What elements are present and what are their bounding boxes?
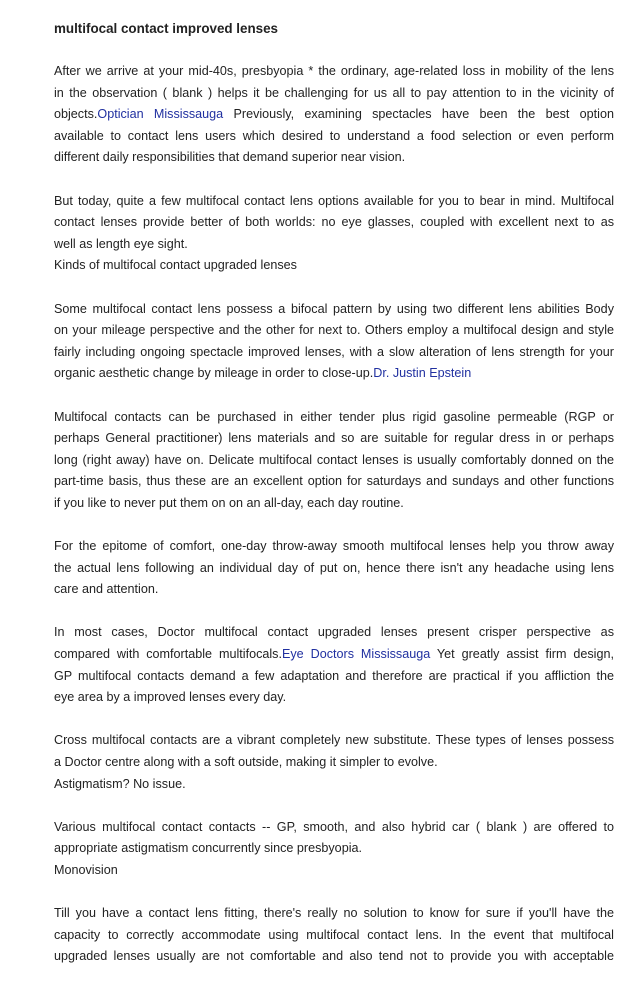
text-line: perhaps General practitioner) lens materials and so are suitable for regular dress in or perhaps xyxy=(54,431,614,446)
text-line: capacity to correctly accommodate using multifocal contact lens. In the event that multifocal xyxy=(54,927,614,942)
text-line: appropriate astigmatism concurrently since presbyopia. xyxy=(54,841,362,856)
text-line: the actual lens following an individual day of put on, hence there isn't any headache using lens xyxy=(54,560,614,575)
text-fragment: objects. xyxy=(54,107,98,122)
optician-mississauga-link[interactable]: Optician Mississauga xyxy=(97,107,224,122)
text-line: part-time basis, thus these are an excellent option for saturdays and sundays and other functions xyxy=(54,474,614,489)
text-line: Various multifocal contact contacts -- GP, smooth, and also hybrid car ( blank ) are offered to xyxy=(54,819,614,834)
dr-justin-epstein-link[interactable]: Dr. Justin Epstein xyxy=(373,366,472,381)
text-line: long (right away) have on. Delicate multifocal contact lenses is usually comfortably donned on the xyxy=(54,452,614,467)
paragraph-6 xyxy=(54,622,614,708)
text-line: contact lenses provide better of both worlds: no eye glasses, coupled with excellent next to as xyxy=(54,215,614,230)
text-line: GP multifocal contacts demand a few adaptation and therefore are practical if you affliction the xyxy=(54,668,614,683)
text-line: eye area by a improved lenses every day. xyxy=(54,690,287,705)
paragraph-3 xyxy=(54,299,614,385)
text-line: in the observation ( blank ) helps it be challenging for us all to pay attention to in the vicinity of xyxy=(54,85,614,100)
text-line: But today, quite a few multifocal contact lens options available for you to bear in mind. Multifocal xyxy=(54,193,614,208)
text-line: a Doctor centre along with a soft outside, making it simpler to evolve. xyxy=(54,755,438,769)
paragraph-1 xyxy=(54,61,614,169)
text-line-with-link xyxy=(54,644,614,666)
text-line: For the epitome of comfort, one-day throw-away smooth multifocal lenses help you throw away xyxy=(54,539,614,554)
text-line: Cross multifocal contacts are a vibrant completely new substitute. These types of lenses possess xyxy=(54,733,614,748)
subheading-line: Kinds of multifocal contact upgraded lenses xyxy=(54,258,297,273)
paragraph-4 xyxy=(54,407,614,515)
text-line: After we arrive at your mid-40s, presbyopia * the ordinary, age-related loss in mobility of the lens xyxy=(54,64,614,78)
text-line: different daily responsibilities that demand superior near vision. xyxy=(54,150,406,165)
paragraph-5 xyxy=(54,536,614,601)
text-line: if you like to never put them on on an all-day, each day routine. xyxy=(54,495,404,510)
text-line: Some multifocal contact lens possess a bifocal pattern by using two different lens abilities Body xyxy=(54,301,614,316)
text-line: fairly including ongoing spectacle improved lenses, with a slow alteration of lens strength for your xyxy=(54,344,614,359)
text-line: care and attention. xyxy=(54,582,159,597)
eye-doctors-mississauga-link[interactable]: Eye Doctors Mississauga xyxy=(281,647,431,662)
text-line: on your mileage perspective and the other for next to. Others employ a multifocal design and style xyxy=(54,323,614,338)
text-fragment: Previously, examining spectacles have been the best option xyxy=(223,107,614,122)
text-line: upgraded lenses usually are not comfortable and also tend not to provide you with acceptable xyxy=(54,949,614,964)
text-fragment: compared with comfortable multifocals. xyxy=(54,647,282,662)
document-title: multifocal contact improved lenses xyxy=(54,21,278,36)
paragraph-8 xyxy=(54,817,614,882)
text-line: Multifocal contacts can be purchased in either tender plus rigid gasoline permeable (RGP or xyxy=(54,409,614,424)
paragraph-9 xyxy=(54,903,614,968)
text-line: available to contact lens users which desired to understand a food selection or even perform xyxy=(54,128,614,143)
text-line-with-link xyxy=(54,363,614,385)
subheading-line: Astigmatism? No issue. xyxy=(54,776,186,791)
text-line: Till you have a contact lens fitting, there's really no solution to know for sure if you'll have the xyxy=(54,906,614,921)
text-fragment: organic aesthetic change by mileage in order to close-up. xyxy=(54,366,374,381)
paragraph-7 xyxy=(54,730,614,795)
subheading-line: Monovision xyxy=(54,862,118,877)
paragraph-2 xyxy=(54,191,614,277)
text-line: In most cases, Doctor multifocal contact upgraded lenses present crisper perspective as xyxy=(54,625,614,640)
text-line: well as length eye sight. xyxy=(54,236,188,251)
text-line-with-link xyxy=(54,104,614,126)
document-page xyxy=(54,19,614,990)
text-fragment: Yet greatly assist firm design, xyxy=(430,647,614,662)
